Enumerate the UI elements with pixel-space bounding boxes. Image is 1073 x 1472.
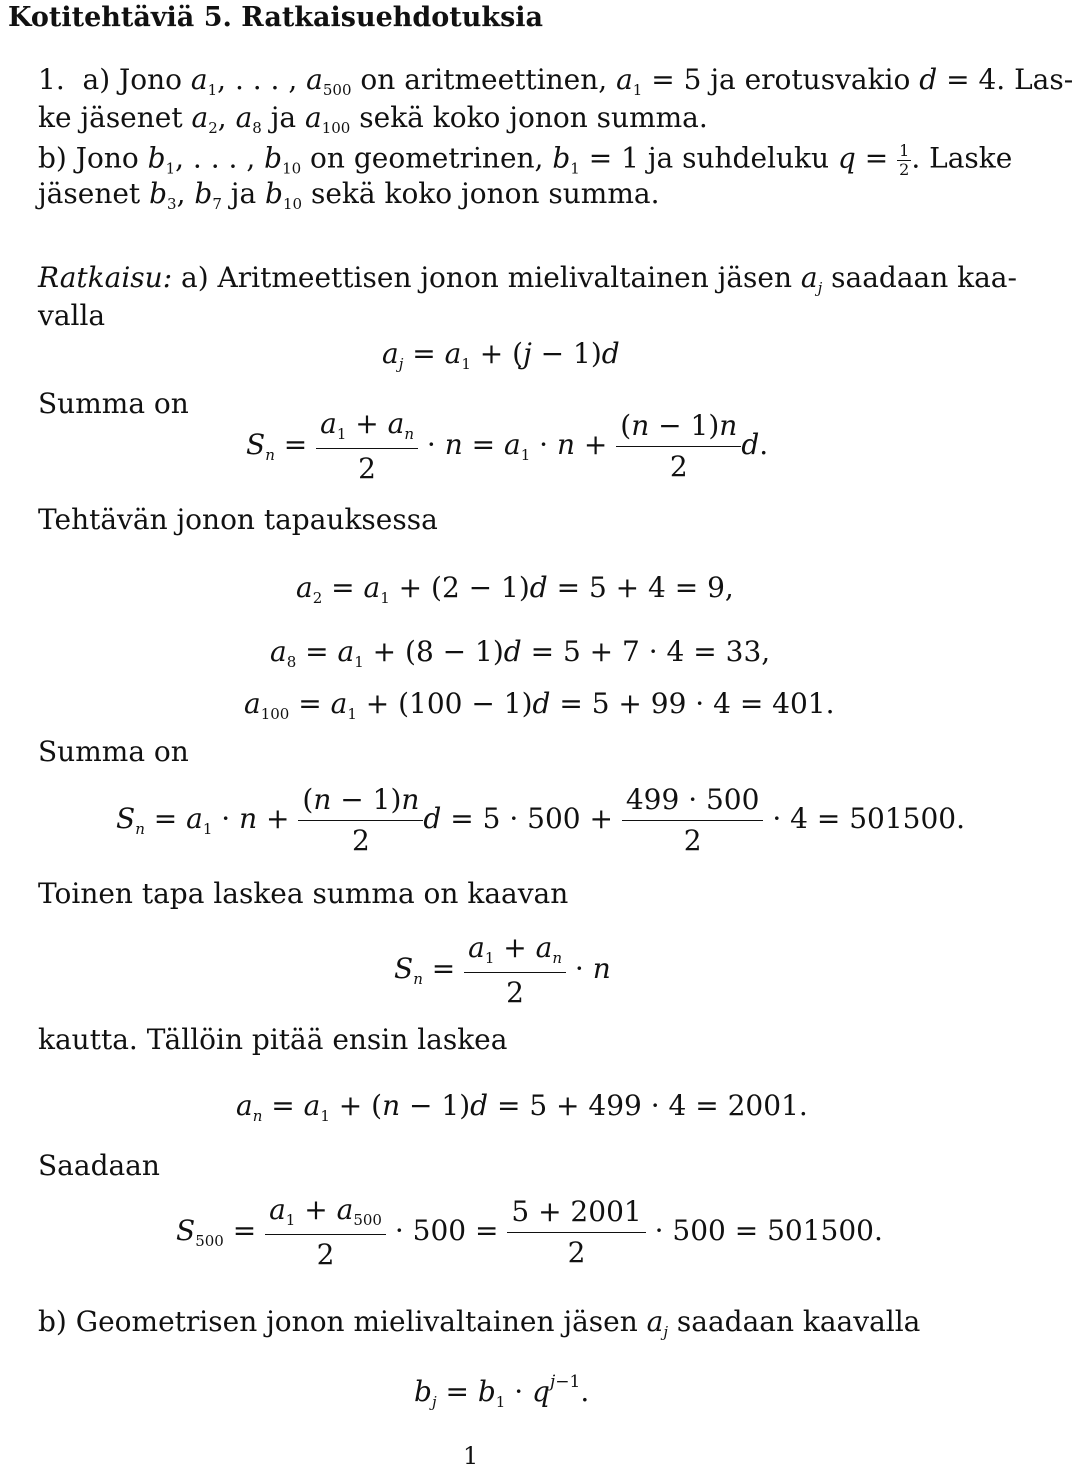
tehtavan-label: Tehtävän jonon tapauksessa [38,503,438,536]
solution-label: Ratkaisu: [38,261,173,294]
equation-sum-formula: $S_n$ = $\frac{a_1 + a_n}{2}$ · $n = a_1 \cdot n$ + $\frac{(n - 1)n}{2}$ d. [246,407,769,485]
equation-a2: $a_2 = a_1 + (2 - 1)d = 5 + 4 = 9$, [296,571,734,607]
equation-a8: $a_8 = a_1 + (8 - 1)d = 5 + 7 \cdot 4 = 33$, [270,635,771,671]
equation-bj: $b_j = b_1 \cdot q^{j-1}$. [414,1372,590,1411]
page-title: Kotitehtäviä 5. Ratkaisuehdotuksia [8,2,544,33]
saadaan-label: Saadaan [38,1149,160,1182]
summa-on-label-1: Summa on [38,387,189,420]
kautta-label: kautta. Tällöin pitää ensin laskea [38,1023,508,1056]
page-number: 1 [463,1442,479,1470]
toinen-tapa-label: Toinen tapa laskea summa on kaavan [38,877,569,910]
equation-sum-calc: $S_n = a_1 \cdot n$ + $\frac{(n - 1)n}{2}$ d = 5 · 500 + $\frac{499 \cdot 500}{2}$ · 4 = 501500. [116,783,966,857]
problem-b-line-1: b) Jono $b_1$, . . . , $b_{10}$ on geometrinen, $b_1 = 1$ ja suhdeluku q = $\frac{1}{2}$ . Laske [38,141,1013,179]
equation-s500: $S_{500}$ = $\frac{a_1 + a_{500}}{2}$ · 500 = $\frac{5 + 2001}{2}$ · 500 = 501500. [176,1193,883,1271]
solution-intro-line-2: valla [38,299,106,332]
equation-aj: $a_j = a_1 + (j - 1)d$ [382,337,620,373]
equation-a100: $a_{100} = a_1 + (100 - 1)d = 5 + 99 \cdot 4 = 401$. [244,687,835,723]
part-b-intro: b) Geometrisen jonon mielivaltainen jäsen $a_j$ saadaan kaavalla [38,1305,921,1341]
equation-sum-alt: $S_n$ = $\frac{a_1 + a_n}{2}$ · n [394,931,611,1009]
summa-on-label-2: Summa on [38,735,189,768]
problem-a-line-2: ke jäsenet $a_2$, $a_8$ ja $a_{100}$ sekä koko jonon summa. [38,101,708,137]
solution-intro-line-1: Ratkaisu: a) Aritmeettisen jonon mielivaltainen jäsen $a_j$ saadaan kaa- [38,261,1017,297]
problem-b-line-2: jäsenet $b_3$, $b_7$ ja $b_{10}$ sekä koko jonon summa. [38,177,660,213]
problem-a-line-1: 1. a) Jono $a_1$, . . . , $a_{500}$ on aritmeettinen, $a_1 = 5$ ja erotusvakio d = 4. Las- [38,63,1073,99]
equation-an-calc: $a_n = a_1 + (n - 1)d = 5 + 499 \cdot 4 = 2001$. [236,1089,808,1125]
